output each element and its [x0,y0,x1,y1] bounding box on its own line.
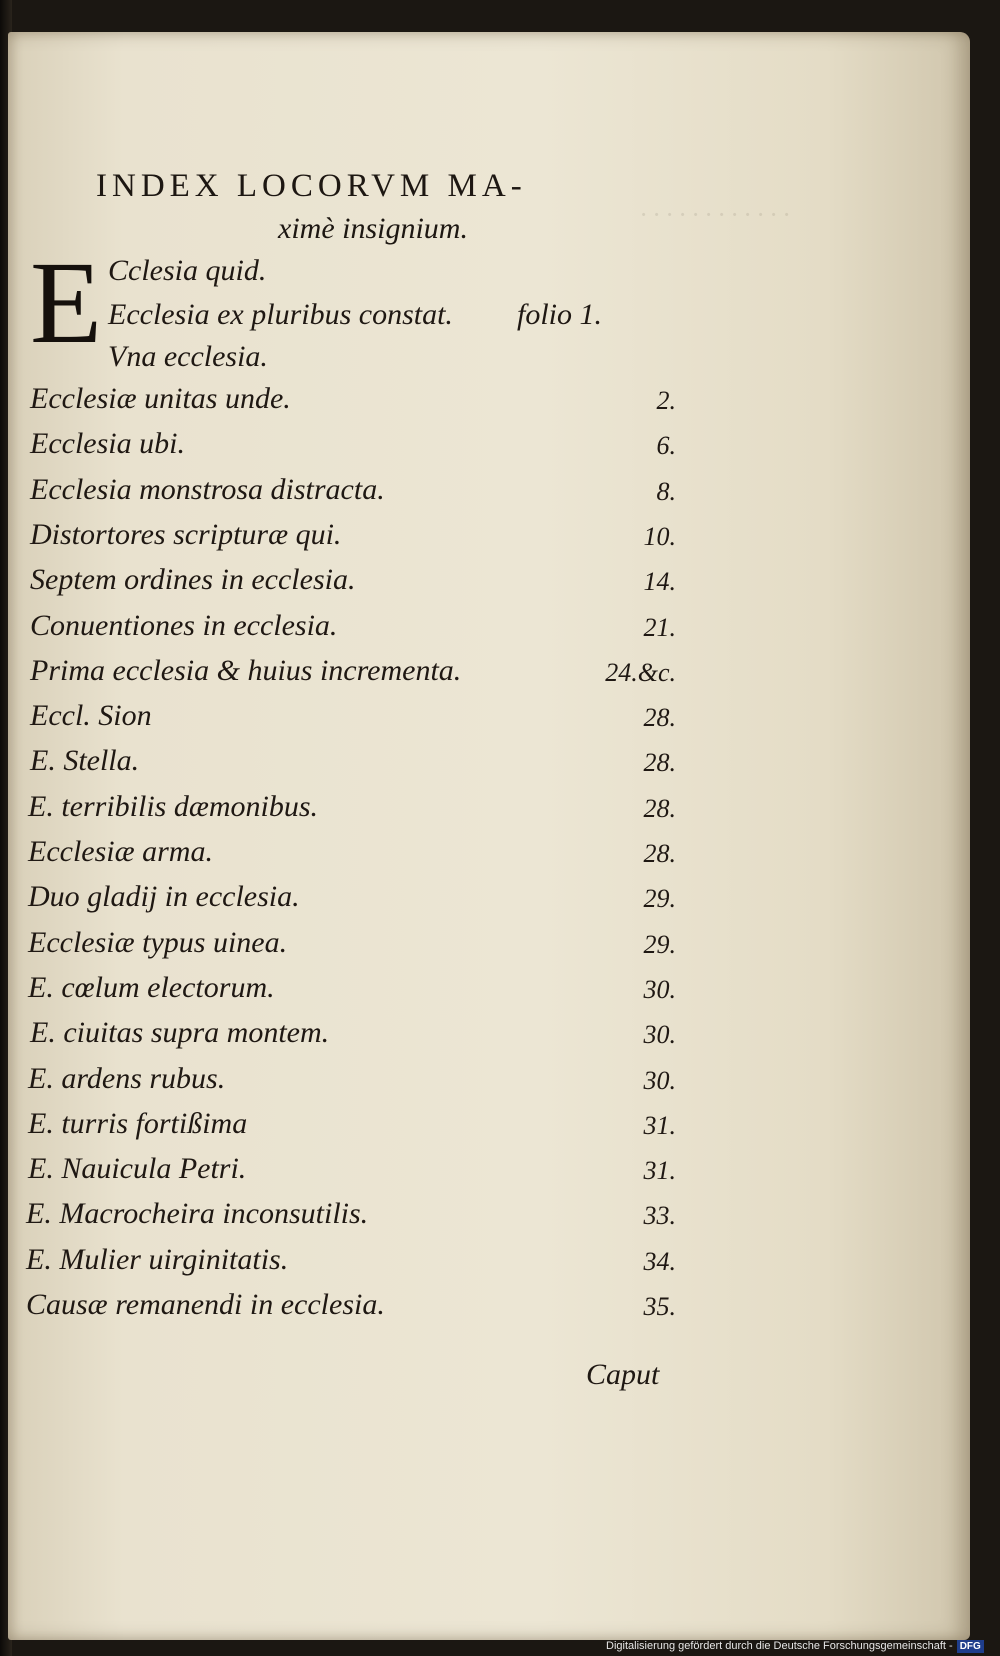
index-entry-text: Ecclesia ex pluribus constat. [108,298,453,331]
catchword: Caput [586,1358,660,1391]
index-entry-text: Ecclesia monstrosa distracta. [30,473,385,506]
index-entry-page: 2. [656,386,676,415]
index-entry-page: 14. [643,567,676,596]
index-entry-page: 29. [643,884,676,913]
index-entry-text: Conuentiones in ecclesia. [30,609,338,642]
index-entry-page: 30. [643,975,676,1004]
index-entry-text: Ecclesiæ typus uinea. [28,926,288,959]
index-entry-page: folio 1. [517,298,603,331]
index-entry-text: Cclesia quid. [108,254,267,287]
index-entry-page: 31. [643,1111,676,1140]
index-entry-page: 30. [643,1066,676,1095]
index-subtitle: ximè insignium. [278,212,468,245]
index-entry-text: E. Stella. [30,744,140,777]
footer-text: Digitalisierung gefördert durch die Deutsche Forschungsgemeinschaft - [606,1640,953,1652]
index-entry-page: 34. [643,1247,676,1276]
index-entry-text: E. terribilis dæmonibus. [28,790,319,823]
index-entry-page: 28. [643,748,676,777]
index-entry-text: E. ciuitas supra montem. [30,1016,330,1049]
index-entry-text: Septem ordines in ecclesia. [30,563,356,596]
index-entry-page: 29. [643,930,676,959]
index-entry-text: Vna ecclesia. [108,340,268,373]
index-entry-page: 8. [656,477,676,506]
index-entry-text: Ecclesia ubi. [30,427,185,460]
index-entry-page: 21. [643,613,676,642]
index-entry-page: 28. [643,703,676,732]
index-entry-page: 30. [643,1020,676,1049]
index-entry-text: Ecclesiæ unitas unde. [30,382,291,415]
index-entry-text: E. ardens rubus. [28,1062,226,1095]
index-entry-text: E. turris fortißima [28,1107,248,1140]
show-through-text: · · · · · · · · · · · · [640,200,790,229]
index-entry-text: Eccl. Sion [30,699,152,732]
index-entry-text: E. cœlum electorum. [28,971,275,1004]
index-entry-page: 31. [643,1156,676,1185]
index-entry-text: Distortores scripturæ qui. [30,518,342,551]
index-entry-page: 33. [643,1201,676,1230]
index-entry-text: Prima ecclesia & huius incrementa. [30,654,462,687]
index-entry-text: Duo gladij in ecclesia. [28,880,300,913]
index-entry-page: 24.&c. [605,658,676,687]
index-title: INDEX LOCORVM MA- [96,168,527,204]
index-entry-page: 28. [643,794,676,823]
index-entry-page: 10. [643,522,676,551]
drop-capital: E [30,237,103,368]
index-entry-page: 28. [643,839,676,868]
index-entry-page: 6. [656,431,676,460]
index-entry-page: 35. [643,1292,676,1321]
index-entry-text: Ecclesiæ arma. [28,835,213,868]
index-entry-text: E. Macrocheira inconsutilis. [26,1197,369,1230]
index-entry-text: Causæ remanendi in ecclesia. [26,1288,385,1321]
digitization-footer [606,1636,984,1656]
index-entry-text: E. Nauicula Petri. [28,1152,247,1185]
dfg-logo: DFG [957,1640,984,1653]
index-entry-text: E. Mulier uirginitatis. [26,1243,289,1276]
